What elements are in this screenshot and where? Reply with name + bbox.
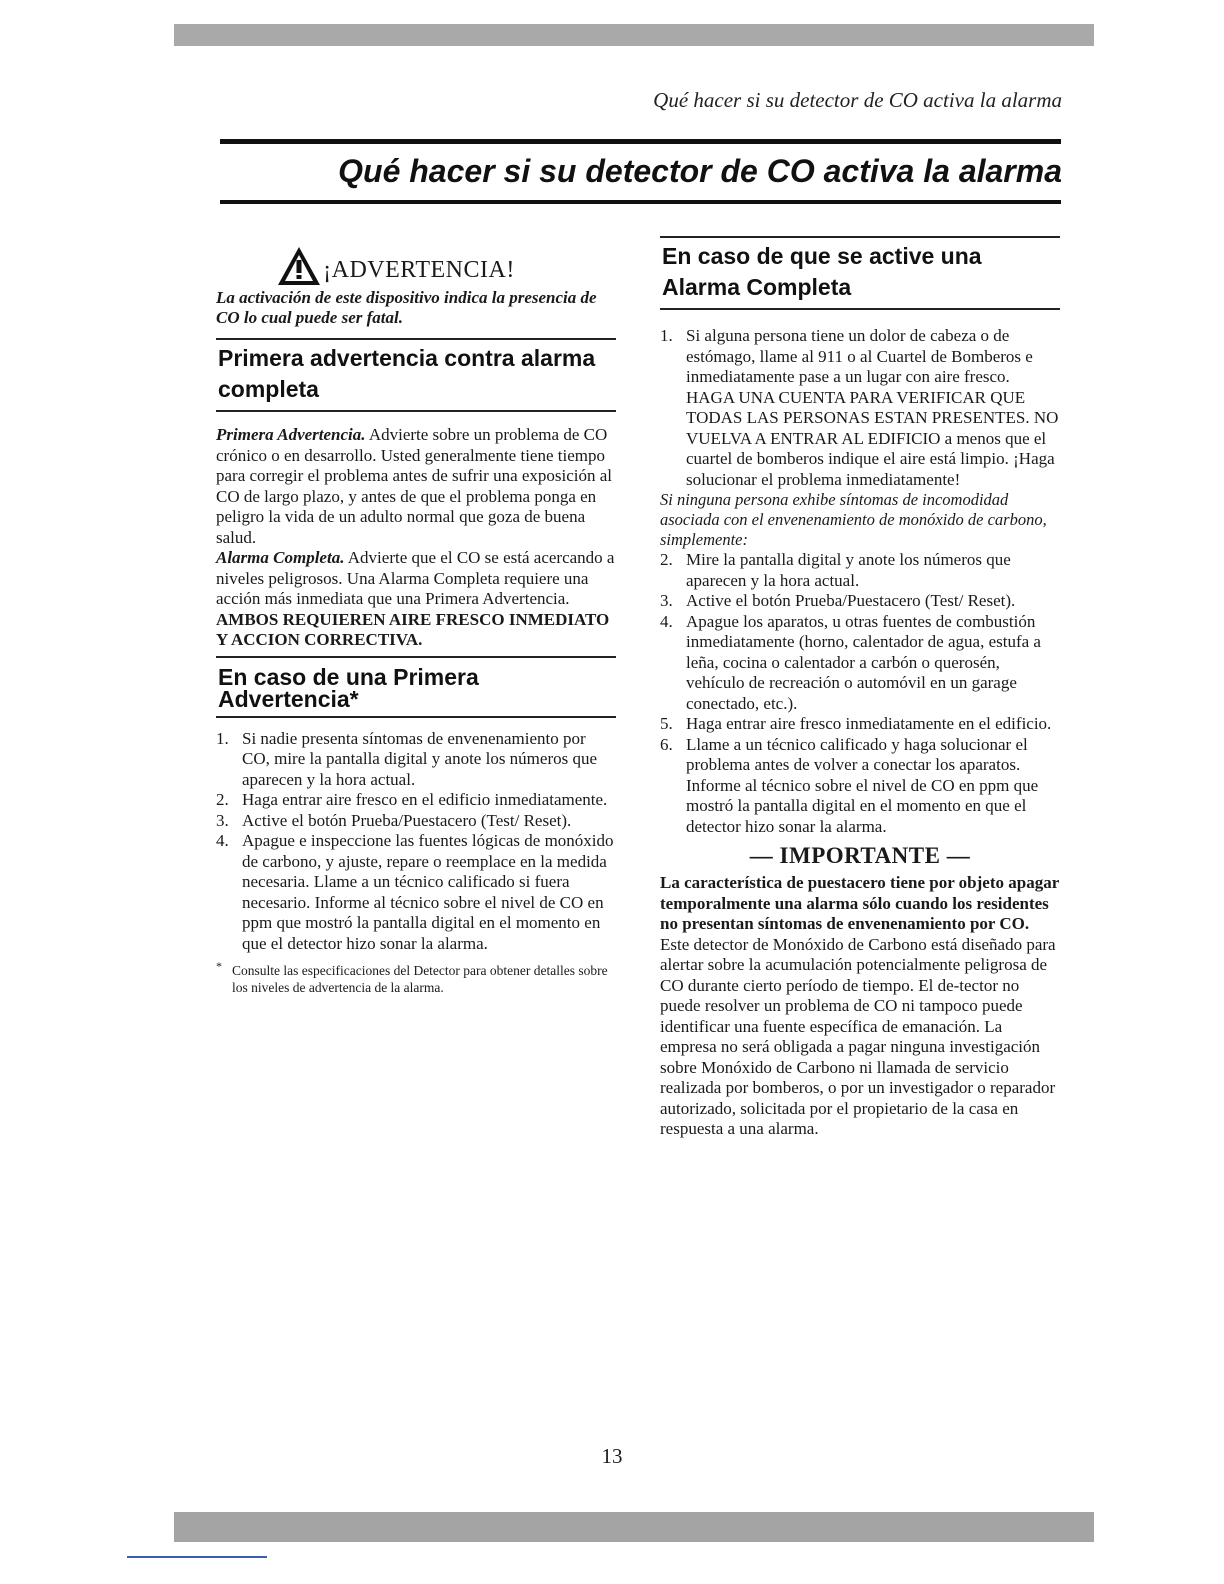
list-number: 5. xyxy=(660,714,673,733)
divider xyxy=(660,308,1060,310)
term-full-alarm: Alarma Completa. xyxy=(216,548,345,567)
list-item xyxy=(660,591,1060,612)
divider xyxy=(216,410,616,412)
paragraph-full-alarm xyxy=(216,548,616,610)
comparison-body xyxy=(216,425,616,651)
title-rule-bottom xyxy=(220,200,1061,204)
page-title: Qué hacer si su detector de CO activa la alarma xyxy=(338,153,1062,189)
important-heading: — IMPORTANTE — xyxy=(749,843,971,868)
important-bold-text: La característica de puestacero tiene por objeto apagar temporalmente una alarma sólo cuando los residentes no presentan síntomas de envenenamiento por CO. xyxy=(660,873,1059,933)
no-symptoms-note: Si ninguna persona exhibe síntomas de incomodidad asociada con el envenenamiento de monóxido de carbono, simplemente: xyxy=(660,490,1047,549)
important-body-text: Este detector de Monóxido de Carbono está diseñado para alertar sobre la acumulación potencialmente peligrosa de CO durante cierto período de tiempo. El de-tector no puede resolver un problema de CO ni tampoco puede identificar una fuente específica de emanación. La empresa no será obligada a pagar ninguna investigación sobre Monóxido de Carbono ni llamada de servicio realizada por bomberos, o por un investigador o reparador autorizado, solicitada por el propietario de la casa en respuesta a una alarma. xyxy=(660,934,1056,1138)
warning-word: ¡ADVERTENCIA! xyxy=(323,257,515,283)
list-text: Haga entrar aire fresco en el edificio inmediatamente. xyxy=(242,790,608,809)
warning-text: La activación de este dispositivo indica la presencia de CO lo cual puede ser fatal. xyxy=(216,288,597,327)
list-number: 2. xyxy=(216,790,229,809)
list-number: 1. xyxy=(216,728,229,748)
list-number: 3. xyxy=(660,591,673,610)
list-text: Si alguna persona tiene un dolor de cabeza o de estómago, llame al 911 o al Cuartel de Bomberos e inmediatamente pase a un lugar con aire fresco. HAGA UNA CUENTA PARA VERIFICAR QUE TODAS LAS PERSONAS ESTAN PRESENTES. NO VUELVA A ENTRAR AL EDIFICIO a menos que el cuartel de bomberos indique el aire está limpio. ¡Haga solucionar el problema inmediatamente! xyxy=(686,326,1059,489)
list-number: 2. xyxy=(660,550,673,569)
footnote xyxy=(216,959,616,996)
list-item xyxy=(216,811,616,832)
footnote-text: Consulte las especificaciones del Detector para obtener detalles sobre los niveles de advertencia de la alarma. xyxy=(232,963,608,995)
list-item xyxy=(660,326,1060,490)
page-number: 13 xyxy=(601,1444,623,1468)
list-text: Llame a un técnico calificado y haga solucionar el problema antes de volver a conectar los aparatos. Informe al técnico sobre el nivel de CO en ppm que mostró la pantalla digital en el momento en que el detector hizo sonar la alarma. xyxy=(686,734,1039,836)
title-rule-top xyxy=(220,139,1061,144)
divider xyxy=(216,716,616,718)
warning-triangle-icon xyxy=(277,246,321,286)
list-item xyxy=(216,790,616,811)
section-heading-first-warning: En caso de una Primera Advertencia* xyxy=(218,663,479,712)
bottom-scan-band xyxy=(174,1512,1094,1542)
section-heading-comparison: Primera advertencia contra alarma completa xyxy=(218,345,596,402)
term-first-warning: Primera Advertencia. xyxy=(216,425,366,444)
list-number: 4. xyxy=(660,611,673,631)
paragraph-text: Advierte que el CO se está acercando a niveles peligrosos. Una Alarma Completa requiere una acción más inmediata que una Primera Advertencia. xyxy=(216,548,615,608)
list-number: 3. xyxy=(216,810,229,830)
running-head: Qué hacer si su detector de CO activa la alarma xyxy=(653,88,1062,112)
list-item xyxy=(660,735,1060,838)
first-warning-steps xyxy=(216,729,616,955)
footer-line xyxy=(127,1556,267,1558)
list-item xyxy=(660,550,1060,591)
list-text: Si nadie presenta síntomas de envenenamiento por CO, mire la pantalla digital y anote los números que aparecen y la hora actual. xyxy=(242,728,598,789)
full-alarm-step-1 xyxy=(660,326,1060,490)
list-text: Haga entrar aire fresco inmediatamente en el edificio. xyxy=(686,714,1052,733)
full-alarm-steps xyxy=(660,550,1060,837)
list-item xyxy=(216,729,616,791)
list-number: 6. xyxy=(660,734,673,754)
list-number: 4. xyxy=(216,831,229,850)
list-item xyxy=(660,714,1060,735)
list-text: Apague los aparatos, u otras fuentes de combustión inmediatamente (horno, calentador de agua, estufa a leña, cocina o calentador a carbón o querosén, vehículo de recreación o automóvil en un garage conectado, etc.). xyxy=(686,611,1041,713)
list-item xyxy=(216,831,616,954)
list-text: Active el botón Prueba/Puestacero (Test/ Reset). xyxy=(686,591,1016,610)
list-text: Apague e inspeccione las fuentes lógicas de monóxido de carbono, y ajuste, repare o reemplace en la medida necesaria. Llame a un técnico calificado si fuera necesario. Informe al técnico sobre el nivel de CO en ppm que mostró la pantalla digital en el momento en que el detector hizo sonar la alarma. xyxy=(242,831,614,953)
list-number: 1. xyxy=(660,326,673,345)
top-scan-band xyxy=(174,24,1094,46)
callout-fresh-air: AMBOS REQUIEREN AIRE FRESCO INMEDIATO Y ACCION CORRECTIVA. xyxy=(216,609,610,649)
list-item xyxy=(660,612,1060,715)
list-text: Mire la pantalla digital y anote los números que aparecen y la hora actual. xyxy=(686,550,1011,590)
list-text: Active el botón Prueba/Puestacero (Test/ Reset). xyxy=(242,810,572,830)
left-column xyxy=(216,228,616,996)
footnote-marker: * xyxy=(216,959,222,973)
warning-header xyxy=(216,228,616,286)
section-heading-full-alarm: En caso de que se active una Alarma Completa xyxy=(662,243,982,300)
paragraph-text: Advierte sobre un problema de CO crónico o en desarrollo. Usted generalmente tiene tiempo para corregir el problema antes de sufrir una exposición al CO de largo plazo, y antes de que el problema ponga en peligro la vida de un adulto normal que goza de buena salud. xyxy=(216,425,613,547)
right-column xyxy=(660,228,1060,1140)
paragraph-first-warning xyxy=(216,425,616,548)
